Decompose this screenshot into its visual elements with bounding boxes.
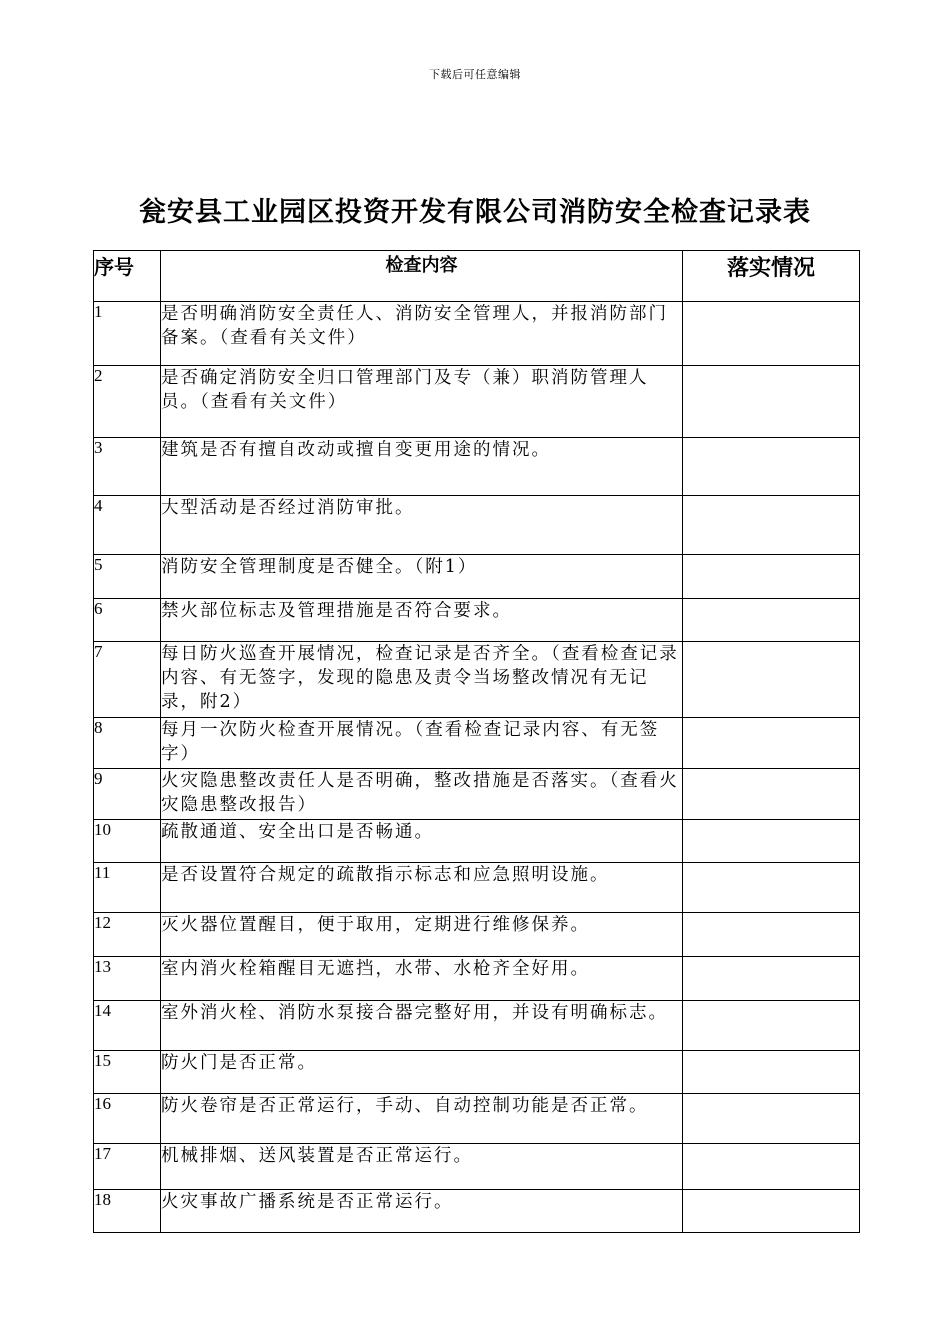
row-content: 是否明确消防安全责任人、消防安全管理人，并报消防部门备案。（查看有关文件） xyxy=(161,302,683,366)
row-status[interactable] xyxy=(683,302,860,366)
table-row xyxy=(94,599,860,642)
row-no: 14 xyxy=(94,1001,161,1051)
row-status[interactable] xyxy=(683,496,860,555)
row-no: 17 xyxy=(94,1144,161,1190)
row-no: 3 xyxy=(94,438,161,496)
row-no: 12 xyxy=(94,913,161,957)
table-row xyxy=(94,1190,860,1233)
row-status[interactable] xyxy=(683,438,860,496)
row-no: 16 xyxy=(94,1094,161,1144)
table-row xyxy=(94,642,860,718)
row-content: 是否确定消防安全归口管理部门及专（兼）职消防管理人员。（查看有关文件） xyxy=(161,366,683,438)
row-content: 防火门是否正常。 xyxy=(161,1051,683,1094)
table-row xyxy=(94,438,860,496)
row-no: 18 xyxy=(94,1190,161,1233)
row-content: 室外消火栓、消防水泵接合器完整好用，并设有明确标志。 xyxy=(161,1001,683,1051)
row-content: 每月一次防火检查开展情况。（查看检查记录内容、有无签字） xyxy=(161,718,683,769)
row-content: 禁火部位标志及管理措施是否符合要求。 xyxy=(161,599,683,642)
document-title: 瓮安县工业园区投资开发有限公司消防安全检查记录表 xyxy=(139,197,811,228)
inspection-table xyxy=(93,250,860,1233)
row-content: 防火卷帘是否正常运行，手动、自动控制功能是否正常。 xyxy=(161,1094,683,1144)
table-row xyxy=(94,957,860,1001)
row-status[interactable] xyxy=(683,1094,860,1144)
table-row xyxy=(94,1051,860,1094)
row-content: 消防安全管理制度是否健全。（附1） xyxy=(161,555,683,599)
row-no: 10 xyxy=(94,820,161,863)
row-content: 火灾隐患整改责任人是否明确，整改措施是否落实。（查看火灾隐患整改报告） xyxy=(161,769,683,820)
table-row xyxy=(94,302,860,366)
row-status[interactable] xyxy=(683,913,860,957)
row-status[interactable] xyxy=(683,1051,860,1094)
row-status[interactable] xyxy=(683,820,860,863)
row-content: 疏散通道、安全出口是否畅通。 xyxy=(161,820,683,863)
row-status[interactable] xyxy=(683,863,860,913)
row-status[interactable] xyxy=(683,769,860,820)
table-row xyxy=(94,366,860,438)
row-content: 灭火器位置醒目，便于取用，定期进行维修保养。 xyxy=(161,913,683,957)
row-no: 4 xyxy=(94,496,161,555)
row-no: 13 xyxy=(94,957,161,1001)
row-content: 火灾事故广播系统是否正常运行。 xyxy=(161,1190,683,1233)
row-content: 建筑是否有擅自改动或擅自变更用途的情况。 xyxy=(161,438,683,496)
row-status[interactable] xyxy=(683,1190,860,1233)
row-content: 每日防火巡查开展情况，检查记录是否齐全。（查看检查记录内容、有无签字，发现的隐患及责令当场整改情况有无记录，附2） xyxy=(161,642,683,718)
table-row xyxy=(94,863,860,913)
header-status: 落实情况 xyxy=(683,251,860,302)
row-no: 7 xyxy=(94,642,161,718)
row-content: 机械排烟、送风装置是否正常运行。 xyxy=(161,1144,683,1190)
row-status[interactable] xyxy=(683,957,860,1001)
table-row xyxy=(94,769,860,820)
row-no: 6 xyxy=(94,599,161,642)
table-row xyxy=(94,913,860,957)
row-no: 8 xyxy=(94,718,161,769)
row-no: 2 xyxy=(94,366,161,438)
row-status[interactable] xyxy=(683,366,860,438)
row-status[interactable] xyxy=(683,1144,860,1190)
row-status[interactable] xyxy=(683,642,860,718)
table-header-row xyxy=(94,251,860,302)
header-note: 下载后可任意编辑 xyxy=(429,68,521,81)
row-content: 室内消火栓箱醒目无遮挡，水带、水枪齐全好用。 xyxy=(161,957,683,1001)
row-no: 11 xyxy=(94,863,161,913)
table-row xyxy=(94,1001,860,1051)
row-content: 是否设置符合规定的疏散指示标志和应急照明设施。 xyxy=(161,863,683,913)
header-no: 序号 xyxy=(94,251,161,302)
row-status[interactable] xyxy=(683,599,860,642)
row-no: 5 xyxy=(94,555,161,599)
row-status[interactable] xyxy=(683,1001,860,1051)
table-row xyxy=(94,718,860,769)
table-row xyxy=(94,820,860,863)
row-status[interactable] xyxy=(683,718,860,769)
table-row xyxy=(94,555,860,599)
row-no: 9 xyxy=(94,769,161,820)
row-content: 大型活动是否经过消防审批。 xyxy=(161,496,683,555)
header-content: 检查内容 xyxy=(161,251,683,302)
row-status[interactable] xyxy=(683,555,860,599)
table-row xyxy=(94,1094,860,1144)
row-no: 1 xyxy=(94,302,161,366)
table-row xyxy=(94,496,860,555)
row-no: 15 xyxy=(94,1051,161,1094)
table-row xyxy=(94,1144,860,1190)
